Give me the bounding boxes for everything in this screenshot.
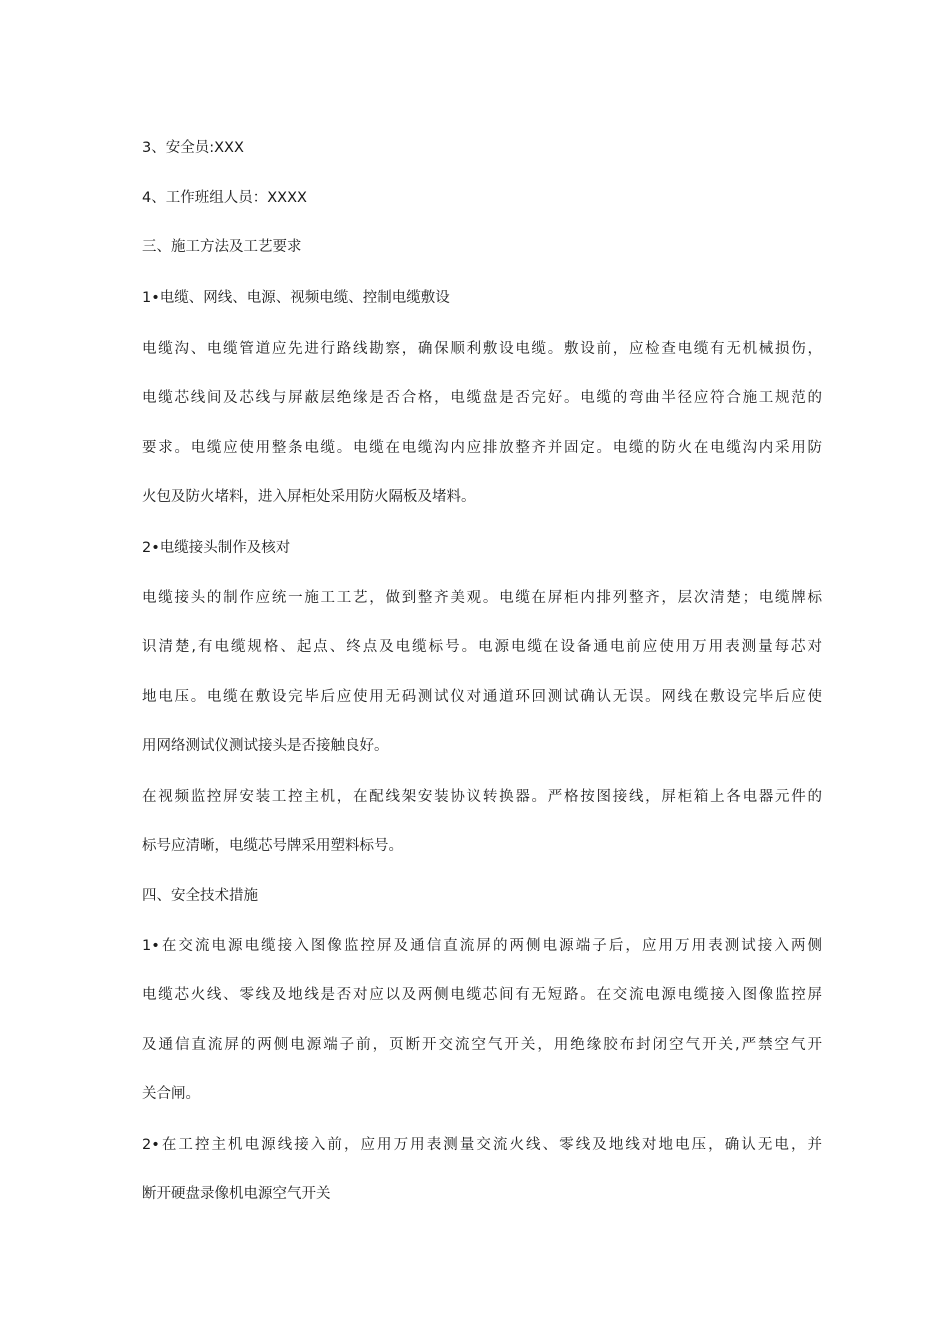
paragraph-line: 电缆芯线间及芯线与屏蔽层绝缘是否合格，电缆盘是否完好。电缆的弯曲半径应符合施工规范的: [142, 390, 822, 406]
paragraph-line: 及通信直流屏的两侧电源端子前，页断开交流空气开关，用绝缘胶布封闭空气开关,严禁空气开: [142, 1037, 822, 1053]
paragraph-line: 标号应清晰，电缆芯号牌采用塑料标号。: [142, 838, 403, 854]
subheading-cable-joints: 2•电缆接头制作及核对: [142, 540, 291, 556]
paragraph-line: 2•在工控主机电源线接入前，应用万用表测量交流火线、零线及地线对地电压，确认无电，并: [142, 1137, 822, 1153]
paragraph-line: 用网络测试仪测试接头是否接触良好。: [142, 738, 389, 754]
section-heading-safety-measures: 四、安全技术措施: [142, 888, 258, 904]
paragraph-line: 1•在交流电源电缆接入图像监控屏及通信直流屏的两侧电源端子后，应用万用表测试接入两侧: [142, 938, 822, 954]
staff-work-team: 4、工作班组人员：XXXX: [142, 190, 307, 206]
paragraph-line: 电缆沟、电缆管道应先进行路线勘察，确保顺利敷设电缆。敷设前，应检查电缆有无机械损伤，: [142, 341, 822, 357]
paragraph-line: 电缆接头的制作应统一施工工艺，做到整齐美观。电缆在屏柜内排列整齐，层次清楚；电缆牌标: [142, 590, 822, 606]
paragraph-line: 电缆芯火线、零线及地线是否对应以及两侧电缆芯间有无短路。在交流电源电缆接入图像监控屏: [142, 987, 822, 1003]
paragraph-line: 火包及防火堵料，进入屏柜处采用防火隔板及堵料。: [142, 489, 476, 505]
paragraph-line: 地电压。电缆在敷设完毕后应使用无码测试仪对通道环回测试确认无误。网线在敷设完毕后应使: [142, 689, 822, 705]
paragraph-line: 识清楚,有电缆规格、起点、终点及电缆标号。电源电缆在设备通电前应使用万用表测量每芯对: [142, 639, 822, 655]
paragraph-line: 关合闸。: [142, 1086, 200, 1102]
subheading-cable-laying: 1•电缆、网线、电源、视频电缆、控制电缆敷设: [142, 290, 450, 306]
paragraph-line: 在视频监控屏安装工控主机，在配线架安装协议转换器。严格按图接线，屏柜箱上各电器元件的: [142, 789, 822, 805]
paragraph-line: 要求。电缆应使用整条电缆。电缆在电缆沟内应排放整齐并固定。电缆的防火在电缆沟内采用防: [142, 440, 822, 456]
paragraph-line: 断开硬盘录像机电源空气开关: [142, 1186, 331, 1202]
section-heading-construction-methods: 三、施工方法及工艺要求: [142, 239, 302, 255]
staff-safety-officer: 3、安全员:XXX: [142, 140, 244, 156]
